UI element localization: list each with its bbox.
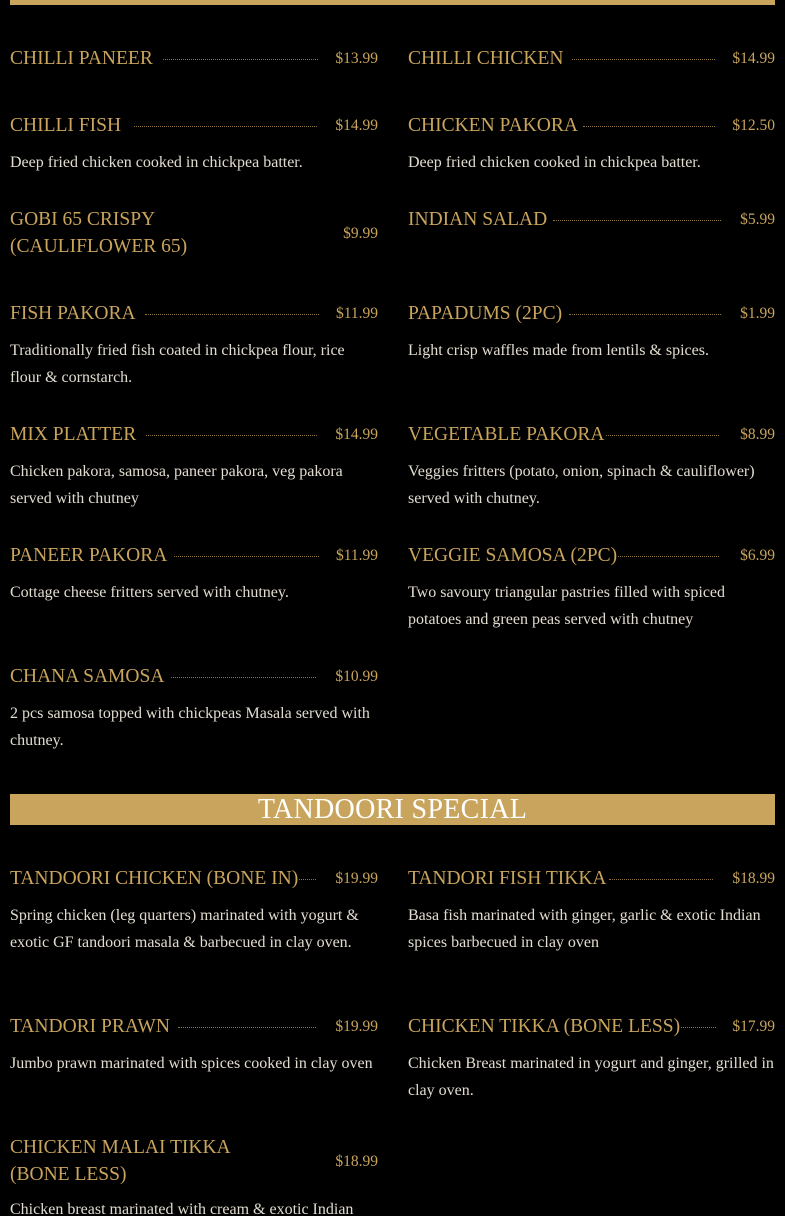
item-price: $6.99: [740, 547, 775, 564]
menu-item-chicken-malai-tikka: [10, 1134, 378, 1216]
item-price: $11.99: [335, 305, 378, 322]
item-description: 2 pcs samosa topped with chickpeas Masala served with chutney.: [10, 705, 370, 749]
item-name: PAPADUMS (2PC): [408, 300, 562, 327]
item-name: TANDORI FISH TIKKA: [408, 865, 607, 892]
item-price: $8.99: [740, 426, 775, 443]
item-price: $14.99: [732, 50, 775, 67]
section-title: TANDOORI SPECIAL: [257, 793, 528, 825]
section-header-band: [10, 0, 775, 5]
item-description: Jumbo prawn marinated with spices cooked in clay oven: [10, 1055, 373, 1072]
item-name: CHICKEN PAKORA: [408, 112, 578, 139]
item-name: TANDOORI CHICKEN (BONE IN): [10, 865, 298, 892]
item-description: Basa fish marinated with ginger, garlic & exotic Indian spices barbecued in clay oven: [408, 907, 761, 951]
menu-item-gobi-65: [10, 206, 378, 260]
item-price: $19.99: [335, 870, 378, 887]
item-name: CHICKEN TIKKA (BONE LESS): [408, 1013, 680, 1040]
item-price: $10.99: [335, 668, 378, 685]
item-name: VEGGIE SAMOSA (2PC): [408, 542, 617, 569]
item-price: $18.99: [335, 1153, 378, 1170]
item-description: Chicken pakora, samosa, paneer pakora, veg pakora served with chutney: [10, 463, 343, 507]
dotted-leader: [178, 1027, 316, 1028]
item-price: $14.99: [335, 426, 378, 443]
item-description: Deep fried chicken cooked in chickpea batter.: [10, 154, 303, 171]
menu-item-chilli-chicken: [408, 45, 775, 72]
dotted-leader: [163, 59, 318, 60]
menu-item-veggie-samosa: [408, 542, 775, 633]
dotted-leader: [171, 677, 316, 678]
menu-item-indian-salad: [408, 206, 775, 233]
item-name: GOBI 65 CRISPY (CAULIFLOWER 65): [10, 206, 290, 260]
item-name: INDIAN SALAD: [408, 206, 547, 233]
item-price: $11.99: [335, 547, 378, 564]
dotted-leader: [146, 435, 317, 436]
dotted-leader: [553, 220, 721, 221]
menu-item-chilli-paneer: [10, 45, 378, 72]
dotted-leader: [174, 556, 319, 557]
dotted-leader: [569, 314, 721, 315]
item-description: Chicken Breast marinated in yogurt and ginger, grilled in clay oven.: [408, 1055, 774, 1099]
menu-item-vegetable-pakora: [408, 421, 775, 512]
menu-item-chicken-pakora: [408, 112, 775, 176]
menu-item-tandori-prawn: [10, 1013, 378, 1077]
item-price: $17.99: [732, 1018, 775, 1035]
dotted-leader: [606, 435, 719, 436]
item-name: PANEER PAKORA: [10, 542, 167, 569]
item-description: Deep fried chicken cooked in chickpea batter.: [408, 154, 701, 171]
menu-item-mix-platter: [10, 421, 378, 512]
menu-item-paneer-pakora: [10, 542, 378, 606]
item-name: MIX PLATTER: [10, 421, 136, 448]
item-price: $9.99: [343, 225, 378, 242]
menu-item-chana-samosa: [10, 663, 378, 754]
item-price: $5.99: [740, 211, 775, 228]
item-description: Spring chicken (leg quarters) marinated with yogurt & exotic GF tandoori masala & barbecued in clay oven.: [10, 907, 359, 951]
dotted-leader: [618, 556, 719, 557]
item-price: $14.99: [335, 117, 378, 134]
menu-item-chilli-fish: [10, 112, 378, 176]
section-header-band: [10, 794, 775, 825]
item-price: $18.99: [732, 870, 775, 887]
dotted-leader: [134, 126, 317, 127]
item-description: Traditionally fried fish coated in chickpea flour, rice flour & cornstarch.: [10, 342, 345, 386]
item-description: Chicken breast marinated with cream & exotic Indian: [10, 1201, 354, 1216]
menu-item-chicken-tikka: [408, 1013, 775, 1104]
item-name: CHICKEN MALAI TIKKA (BONE LESS): [10, 1134, 290, 1188]
item-price: $12.50: [732, 117, 775, 134]
item-name: CHILLI CHICKEN: [408, 45, 563, 72]
dotted-leader: [145, 314, 319, 315]
menu-item-tandoori-chicken: [10, 865, 378, 956]
item-name: CHANA SAMOSA: [10, 663, 164, 690]
item-price: $13.99: [335, 50, 378, 67]
dotted-leader: [572, 59, 715, 60]
item-description: Cottage cheese fritters served with chutney.: [10, 584, 289, 601]
item-name: FISH PAKORA: [10, 300, 136, 327]
item-name: CHILLI PANEER: [10, 45, 153, 72]
item-price: $19.99: [335, 1018, 378, 1035]
menu-item-fish-pakora: [10, 300, 378, 391]
item-name: CHILLI FISH: [10, 112, 121, 139]
item-price: $1.99: [740, 305, 775, 322]
item-description: Light crisp waffles made from lentils & spices.: [408, 342, 709, 359]
item-description: Veggies fritters (potato, onion, spinach & cauliflower) served with chutney.: [408, 463, 755, 507]
dotted-leader: [583, 126, 715, 127]
item-description: Two savoury triangular pastries filled with spiced potatoes and green peas served with chutney: [408, 584, 726, 628]
dotted-leader: [675, 1027, 716, 1028]
item-name: VEGETABLE PAKORA: [408, 421, 605, 448]
dotted-leader: [609, 879, 713, 880]
menu-item-tandori-fish-tikka: [408, 865, 775, 956]
menu-item-papadums: [408, 300, 775, 364]
item-name: TANDORI PRAWN: [10, 1013, 170, 1040]
